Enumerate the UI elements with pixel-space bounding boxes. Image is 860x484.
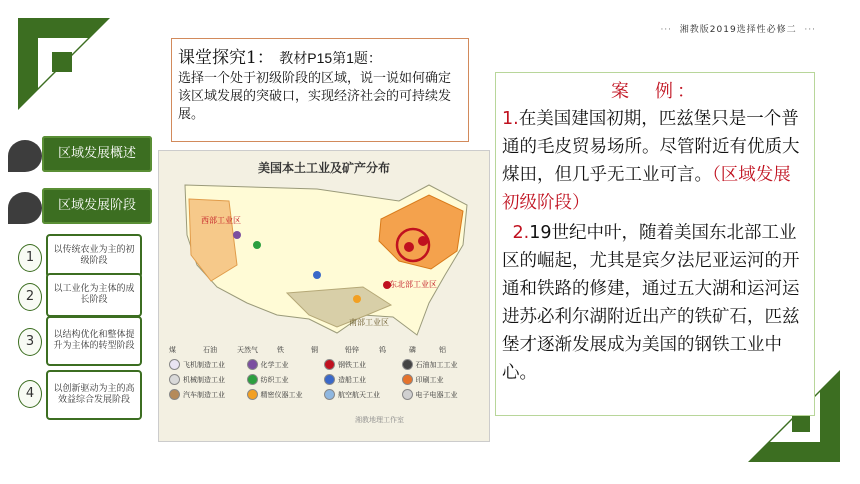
legend-dot (324, 374, 335, 385)
legend-resources-row (169, 345, 479, 355)
stage-text: 以结构优化和整体提升为主体的转型阶段 (46, 316, 142, 366)
legend-dot (324, 389, 335, 400)
legend-label: 精密仪器工业 (260, 390, 303, 399)
task-title-text: 课堂探究1： (178, 48, 274, 68)
legend-industry-item (402, 389, 480, 400)
legend-aluminium: 铝 (439, 346, 446, 354)
legend-label: 印刷工业 (415, 375, 444, 384)
legend-dot (402, 359, 413, 370)
legend-dot (324, 359, 335, 370)
legend-industry-row-2 (169, 374, 479, 385)
nav-overview-label: 区域发展概述 (42, 136, 152, 172)
task-title (178, 43, 462, 68)
legend-industry-item (324, 374, 402, 385)
nav-stages-label: 区域发展阶段 (42, 188, 152, 224)
legend-label: 机械制造工业 (183, 375, 225, 384)
legend-gas: 天然气 (237, 346, 258, 354)
legend-tungsten: 钨 (379, 346, 386, 354)
legend-industry-item (169, 389, 247, 400)
map-graphic (167, 175, 481, 345)
bulb-icon (8, 192, 42, 224)
case-p1-stage-note: （区域发展初级阶段） (502, 165, 791, 213)
dots-right: ··· (804, 25, 816, 35)
legend-dot (169, 374, 180, 385)
us-industry-map (158, 150, 490, 442)
legend-label: 飞机制造工业 (183, 360, 225, 369)
legend-dot (169, 389, 180, 400)
map-title: 美国本土工业及矿产分布 (257, 161, 390, 175)
legend-label: 石油加工工业 (415, 360, 458, 369)
stage-item-3[interactable] (14, 318, 154, 364)
nav-overview[interactable] (8, 136, 150, 174)
legend-lead-zinc: 铅锌 (345, 346, 359, 354)
legend-industry-item (247, 359, 325, 370)
map-legend (169, 341, 479, 400)
legend-dot (247, 374, 258, 385)
legend-label: 化学工业 (260, 360, 289, 369)
legend-coal: 煤 (169, 346, 176, 354)
legend-dot (402, 374, 413, 385)
nav-stages[interactable] (8, 188, 150, 226)
case-p1-number: 1. (502, 109, 519, 129)
stage-item-4[interactable] (14, 370, 154, 416)
legend-phosphate: 磷 (409, 346, 416, 354)
stage-text: 以创新驱动为主的高效益综合发展阶段 (46, 370, 142, 420)
task-box (171, 38, 469, 142)
legend-industry-item (324, 359, 402, 370)
dots-left: ··· (660, 25, 673, 35)
legend-label: 航空航天工业 (338, 390, 380, 399)
case-p2-text: 19世纪中叶，随着美国东北部工业区的崛起，尤其是宾夕法尼亚运河的开通和铁路的修建，通过五大湖和运河运进苏必利尔湖附近出产的铁矿石，匹兹堡才逐渐发展成为美国的钢铁工业中心。 (502, 223, 800, 383)
stage-number: 4 (18, 380, 42, 408)
legend-industry-item (247, 374, 325, 385)
stage-text: 以工业化为主体的成长阶段 (46, 273, 142, 317)
legend-dot (247, 389, 258, 400)
legend-copper: 铜 (311, 346, 318, 354)
region-label-south: 南部工业区 (349, 318, 389, 327)
case-study-box (495, 72, 815, 416)
corner-decoration-top-left (18, 18, 110, 110)
stage-number: 3 (18, 328, 42, 356)
legend-label: 造船工业 (338, 375, 366, 384)
stage-text: 以传统农业为主的初级阶段 (46, 234, 142, 278)
legend-dot (402, 389, 413, 400)
legend-industry-row-3 (169, 389, 479, 400)
textbook-note (660, 22, 816, 35)
region-label-west: 西部工业区 (201, 216, 241, 225)
region-label-northeast: 东北部工业区 (389, 280, 437, 289)
map-watermark: 湘教地理工作室 (355, 416, 404, 424)
legend-label: 纺织工业 (260, 375, 289, 384)
legend-label: 钢铁工业 (338, 360, 366, 369)
case-heading: 案 例： (611, 81, 699, 102)
legend-industry-item (247, 389, 325, 400)
legend-industry-row-1 (169, 359, 479, 370)
case-p1-text: 在美国建国初期，匹兹堡只是一个普通的毛皮贸易场所。尽管附近有优质大煤田，但几乎无工业可言。 (502, 109, 800, 185)
textbook-label: 湘教版2019选择性必修二 (679, 25, 797, 35)
stage-number: 2 (18, 283, 42, 311)
case-paragraph-2 (502, 219, 808, 387)
task-body: 选择一个处于初级阶段的区域，说一说如何确定该区域发展的突破口，实现经济社会的可持续发展。 (178, 71, 452, 123)
legend-oil: 石油 (203, 346, 217, 354)
case-paragraph-1 (502, 105, 808, 217)
legend-industry-item (169, 359, 247, 370)
legend-label: 汽车制造工业 (183, 390, 225, 399)
legend-dot (247, 359, 258, 370)
legend-industry-item (169, 374, 247, 385)
legend-industry-item (402, 359, 480, 370)
legend-iron: 铁 (277, 346, 284, 354)
bulb-icon (8, 140, 42, 172)
legend-industry-item (402, 374, 480, 385)
task-title-ref: 教材P15第1题： (279, 50, 382, 66)
legend-dot (169, 359, 180, 370)
stage-item-2[interactable] (14, 273, 154, 319)
legend-label: 电子电器工业 (415, 390, 458, 399)
legend-industry-item (324, 389, 402, 400)
case-p2-number: 2. (512, 223, 530, 243)
stage-number: 1 (18, 244, 42, 272)
